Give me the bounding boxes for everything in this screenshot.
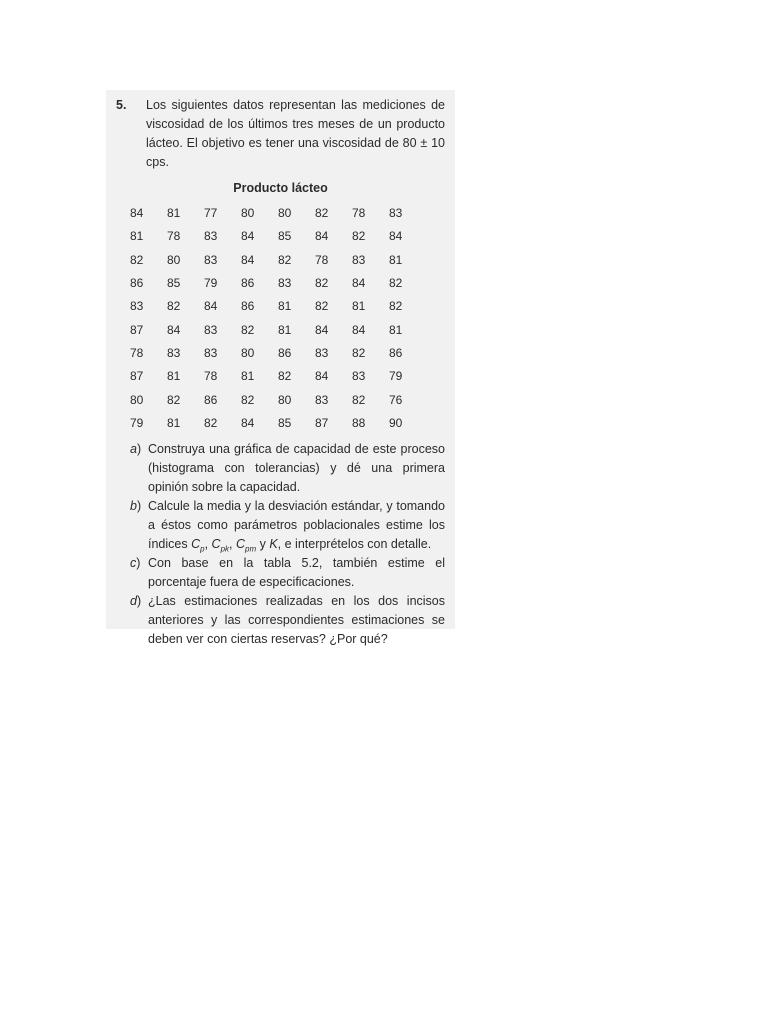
table-cell: 82 <box>278 369 292 384</box>
question-d-letter <box>130 592 141 611</box>
table-cell: 80 <box>167 252 181 267</box>
table-cell: 81 <box>389 322 403 337</box>
table-row <box>130 342 426 365</box>
question-a-letter <box>130 440 141 459</box>
table-cell: 82 <box>167 392 181 407</box>
table-cell: 81 <box>167 206 181 221</box>
question-c <box>122 554 445 592</box>
k-symbol: K <box>269 536 278 551</box>
question-b-letter <box>130 497 141 516</box>
table-cell: 84 <box>315 322 329 337</box>
table-cell: 85 <box>167 276 181 291</box>
table-cell: 87 <box>130 322 144 337</box>
question-a <box>122 440 445 497</box>
table-cell: 83 <box>130 299 144 314</box>
table-cell: 86 <box>130 276 144 291</box>
table-cell: 85 <box>278 415 292 430</box>
table-row <box>130 318 426 341</box>
table-body <box>130 202 426 435</box>
table-cell: 84 <box>204 299 218 314</box>
table-row <box>130 272 426 295</box>
table-cell: 83 <box>204 345 218 360</box>
table-cell: 80 <box>241 345 255 360</box>
cp-symbol: C <box>191 536 201 551</box>
question-b-letter-text: b <box>130 498 137 513</box>
problem-text: Los siguientes datos representan las mediciones de viscosidad de los últimos tres meses de un producto lácteo. El objetivo es tener una viscosidad de 80 ± 10 cps. <box>146 98 445 169</box>
question-c-letter <box>130 554 140 573</box>
table-cell: 84 <box>130 206 144 221</box>
table-cell: 84 <box>352 276 366 291</box>
question-c-letter-text: c <box>130 555 137 570</box>
table-cell: 81 <box>241 369 255 384</box>
table-cell: 86 <box>241 299 255 314</box>
table-cell: 78 <box>315 252 329 267</box>
table-cell: 83 <box>315 392 329 407</box>
table-cell: 78 <box>167 229 181 244</box>
conjunction-y: y <box>256 536 270 551</box>
cpm-subscript: pm <box>245 544 257 554</box>
question-b-text-before: Calcule la media y la desviación estándar, y tomando a éstos como parámetros poblacionales estime los índices <box>148 498 445 551</box>
question-d-letter-text: d <box>130 593 137 608</box>
table-row <box>130 388 426 411</box>
table-cell: 80 <box>278 206 292 221</box>
table-cell: 79 <box>389 369 403 384</box>
table-cell: 81 <box>130 229 144 244</box>
question-d-text: ¿Las estimaciones realizadas en los dos incisos anteriores y las correspondientes estimaciones se deben ver con ciertas reservas? ¿Por qué? <box>148 593 445 646</box>
table-cell: 82 <box>130 252 144 267</box>
table-cell: 78 <box>204 369 218 384</box>
table-cell: 81 <box>352 299 366 314</box>
table-cell: 82 <box>315 299 329 314</box>
cp-subscript: p <box>200 544 205 554</box>
question-a-letter-text: a <box>130 441 137 456</box>
problem-number: 5. <box>116 98 127 112</box>
exercise-card <box>106 90 455 646</box>
table-row <box>130 249 426 272</box>
table-row <box>130 202 426 225</box>
table-cell: 80 <box>130 392 144 407</box>
table-cell: 87 <box>315 415 329 430</box>
table-title: Producto lácteo <box>233 181 328 195</box>
table-cell: 83 <box>204 322 218 337</box>
table-cell: 84 <box>315 369 329 384</box>
table-cell: 80 <box>278 392 292 407</box>
table-cell: 85 <box>278 229 292 244</box>
table-cell: 81 <box>278 299 292 314</box>
question-d <box>122 592 445 649</box>
table-cell: 82 <box>352 392 366 407</box>
table-row <box>130 412 426 435</box>
table-cell: 83 <box>204 252 218 267</box>
table-cell: 83 <box>315 345 329 360</box>
table-cell: 84 <box>352 322 366 337</box>
table-cell: 84 <box>241 229 255 244</box>
table-cell: 82 <box>389 276 403 291</box>
table-cell: 83 <box>352 369 366 384</box>
table-cell: 82 <box>352 229 366 244</box>
question-b-text <box>148 498 445 554</box>
table-cell: 86 <box>204 392 218 407</box>
table-cell: 81 <box>278 322 292 337</box>
table-cell: 83 <box>278 276 292 291</box>
table-cell: 83 <box>352 252 366 267</box>
table-cell: 76 <box>389 392 403 407</box>
table-cell: 78 <box>352 206 366 221</box>
question-c-paren: ) <box>136 555 141 570</box>
table-cell: 82 <box>241 322 255 337</box>
table-cell: 86 <box>241 276 255 291</box>
table-cell: 78 <box>130 345 144 360</box>
cpk-subscript: pk <box>220 544 230 554</box>
table-cell: 82 <box>315 276 329 291</box>
table-cell: 82 <box>278 252 292 267</box>
table-cell: 84 <box>315 229 329 244</box>
table-cell: 82 <box>315 206 329 221</box>
question-a-paren: ) <box>136 441 142 456</box>
table-cell: 84 <box>241 415 255 430</box>
table-row <box>130 365 426 388</box>
table-cell: 77 <box>204 206 218 221</box>
question-b-paren: ) <box>136 498 142 513</box>
table-cell: 79 <box>130 415 144 430</box>
table-cell: 90 <box>389 415 403 430</box>
table-cell: 83 <box>167 345 181 360</box>
table-cell: 81 <box>389 252 403 267</box>
table-cell: 82 <box>204 415 218 430</box>
table-cell: 81 <box>167 369 181 384</box>
table-cell: 88 <box>352 415 366 430</box>
table-cell: 84 <box>167 322 181 337</box>
comma-1: , <box>204 536 212 551</box>
viscosity-data-table <box>130 202 426 435</box>
table-row <box>130 225 426 248</box>
table-cell: 83 <box>389 206 403 221</box>
table-cell: 84 <box>241 252 255 267</box>
table-cell: 86 <box>389 345 403 360</box>
table-cell: 87 <box>130 369 144 384</box>
comma-2: , <box>229 536 236 551</box>
cpk-symbol: C <box>211 536 221 551</box>
question-b <box>122 497 445 554</box>
question-b-text-after: , e interprételos con detalle. <box>277 536 432 551</box>
table-cell: 82 <box>389 299 403 314</box>
table-cell: 80 <box>241 206 255 221</box>
table-cell: 82 <box>352 345 366 360</box>
table-cell: 81 <box>167 415 181 430</box>
table-cell: 84 <box>389 229 403 244</box>
question-d-paren: ) <box>136 593 142 608</box>
question-c-text: Con base en la tabla 5.2, también estime el porcentaje fuera de especificaciones. <box>148 555 445 589</box>
question-a-text: Construya una gráfica de capacidad de este proceso (histograma con tolerancias) y dé una primera opinión sobre la capacidad. <box>148 441 445 494</box>
table-cell: 82 <box>241 392 255 407</box>
cpm-symbol: C <box>235 536 245 551</box>
table-cell: 79 <box>204 276 218 291</box>
problem-statement <box>116 96 445 172</box>
table-cell: 86 <box>278 345 292 360</box>
table-row <box>130 295 426 318</box>
table-cell: 83 <box>204 229 218 244</box>
table-cell: 82 <box>167 299 181 314</box>
questions-list <box>116 440 445 649</box>
